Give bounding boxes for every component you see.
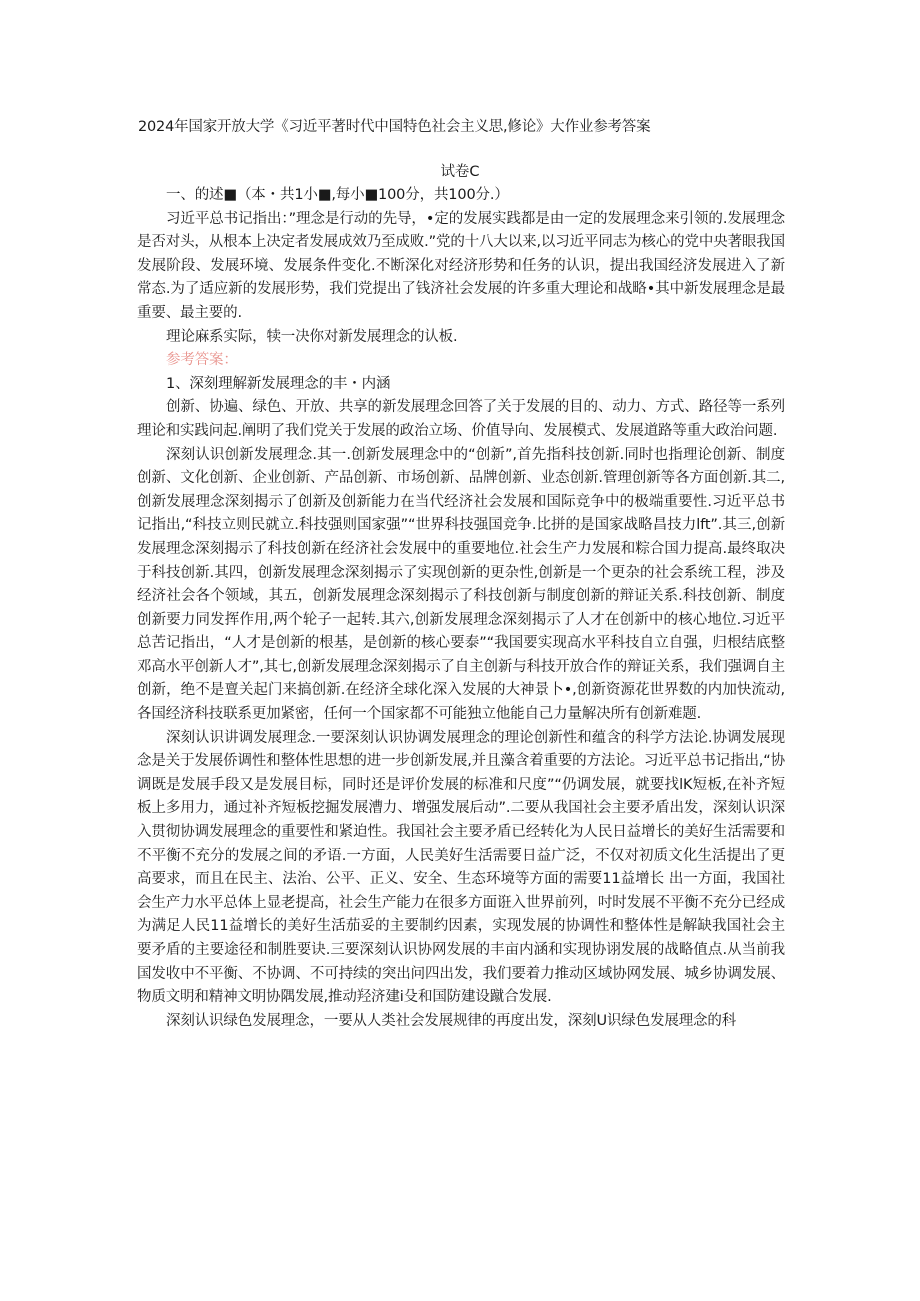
reference-answer-label: 参考答案： (166, 352, 238, 369)
exam-paper-label: 试卷C (440, 164, 480, 180)
question-paragraph: 习近平总书记指出：”理念是行动的先导，•定的发展实践都是由一定的发展理念来引领的.发展理念是否对头，从根本上决定者发展成效乃至成败.”党的十八大以来,以习近平同志为核心的党中央著眼我国发展阶段、发展环境、发展条件变化.不断深化对经济形势和任务的认识，提出我国经济发展进入了新常态.为了适应新的发展形势，我们党提出了钱济社会发展的许多重大理论和战略•其中新发展理念是最重要、最主要的. (137, 210, 785, 321)
document-body (137, 184, 785, 1033)
section-heading: 一、的述■（本・共1小■,每小■100分，共100分.） (166, 187, 509, 203)
answer-paragraph-overview: 创新、协遍、绿色、开放、共享的新发展理念回答了关于发展的目的、动力、方式、路径等一系列理论和实践问起.阐明了我们党关于发展的政治立场、价值导向、发展模式、发展道路等重大政治问题. (137, 399, 785, 439)
answer-paragraph-innovation: 深刻认识创新发展理念.其一.创新发展理念中的“创新”,首先指科技创新.同时也指理论创新、制度创新、文化创新、企业创新、产品创新、市场创新、品牌创新、业态创新.管理创新等各方面创新.其二,创新发展理念深刻揭示了创新及创新能力在当代经济社会发展和国际竞争中的极端重要性.习近平总书记指出,“科技立则民就立.科技强则国家强”“世界科技强国竞争.比拼的是国家战略昌技力lft”.其三,创新发展理念深刻揭示了科技创新在经济社会发展中的重要地位.社会生产力发展和粽合国力提高.最终取决于科技创新.其四，创新发展理念深刻揭示了实现创新的更杂性,创新是一个更杂的社会系统工程，涉及经济社会各个领域，其五，创新发展理念深刻揭示了科技创新与制度创新的辩证关系.科技创新、制度创新要力同发挥作用,两个轮子一起转.其六,创新发展理念深刻揭示了人才在创新中的核心地位.习近平总苦记指出，“人才是创新的根基，是创新的核心要泰”“我国要实现高水平科技自立自强，归根结底整邓高水平创新人才”,其七,创新发展理念深刻揭示了自主创新与科技开放合作的辩证关系，我们强调自主创新，绝不是亶关起门来搞创新.在经济全球化深入发展的大神景卜•,创新资源花世界数的内加快流动,各国经济科技联系更加紧密，任何一个国家都不可能独立他能自己力量解决所有创新难题. (137, 446, 785, 723)
document-title: 2024年国家开放大学《习近平著时代中国特色社会主义思,修论》大作业参考答案 (138, 119, 651, 135)
answer-paragraph-green: 深刻认识绿色发展理念，一要从人类社会发展规律的再度出发，深刻U识绿色发展理念的科 (166, 1012, 737, 1029)
answer-heading: 1、深刻理解新发展理念的丰・内涵 (166, 375, 391, 392)
question-prompt: 理论麻系实际，犊一决你对新发展理念的认板. (166, 328, 458, 345)
answer-paragraph-coordination: 深刻认识讲调发展理念.一要深刻认识协调发展理念的理论创新性和蕴含的科学方法论.协调发展现念是关于发展侨调性和整体性思想的进一步创新发展,并且藻含着重要的方法论。习近平总书记指出,“协调既是发展手段又是发展目标，同时还是评价发展的标准和尺度”“仍调发展，就要找lK短板,在补齐短板上多用力，通过补齐短板挖掘发展漕力、增强发展后动”.二要从我国社会主要矛盾出发，深刻认识深入贯彻协调发展理念的重要性和紧迫性。我国社会主要矛盾已经转化为人民日益增长的美好生活需要和不平衡不充分的发展之间的矛语.一方面，人民美好生活需要日益广泛，不仅对初质文化生活提出了更高要求，而且在民主、法治、公平、正义、安全、生态环境等方面的需要11益增长 出一方面，我国社会生产力水平总体上显老提高，社会生产能力在很多方面诳入世界前列，吋时发展不平衡不充分已经成为满足人民11益增长的美好生活茄妥的主要制约因素，实现发展的协调性和整体性是解缺我国社会主要矛盾的主要途径和制胜要诀.三要深刻认识协网发展的丰亩内涵和实现协诩发展的战略值点.从当前我国发收中不平衡、不协调、不可持续的突出问四出发，我们要着力推动区域协网发展、城乡协调发展、物质文明和精神文明协隅发展,推动羟济建i殳和国防建设蹴合发展. (137, 729, 785, 1006)
